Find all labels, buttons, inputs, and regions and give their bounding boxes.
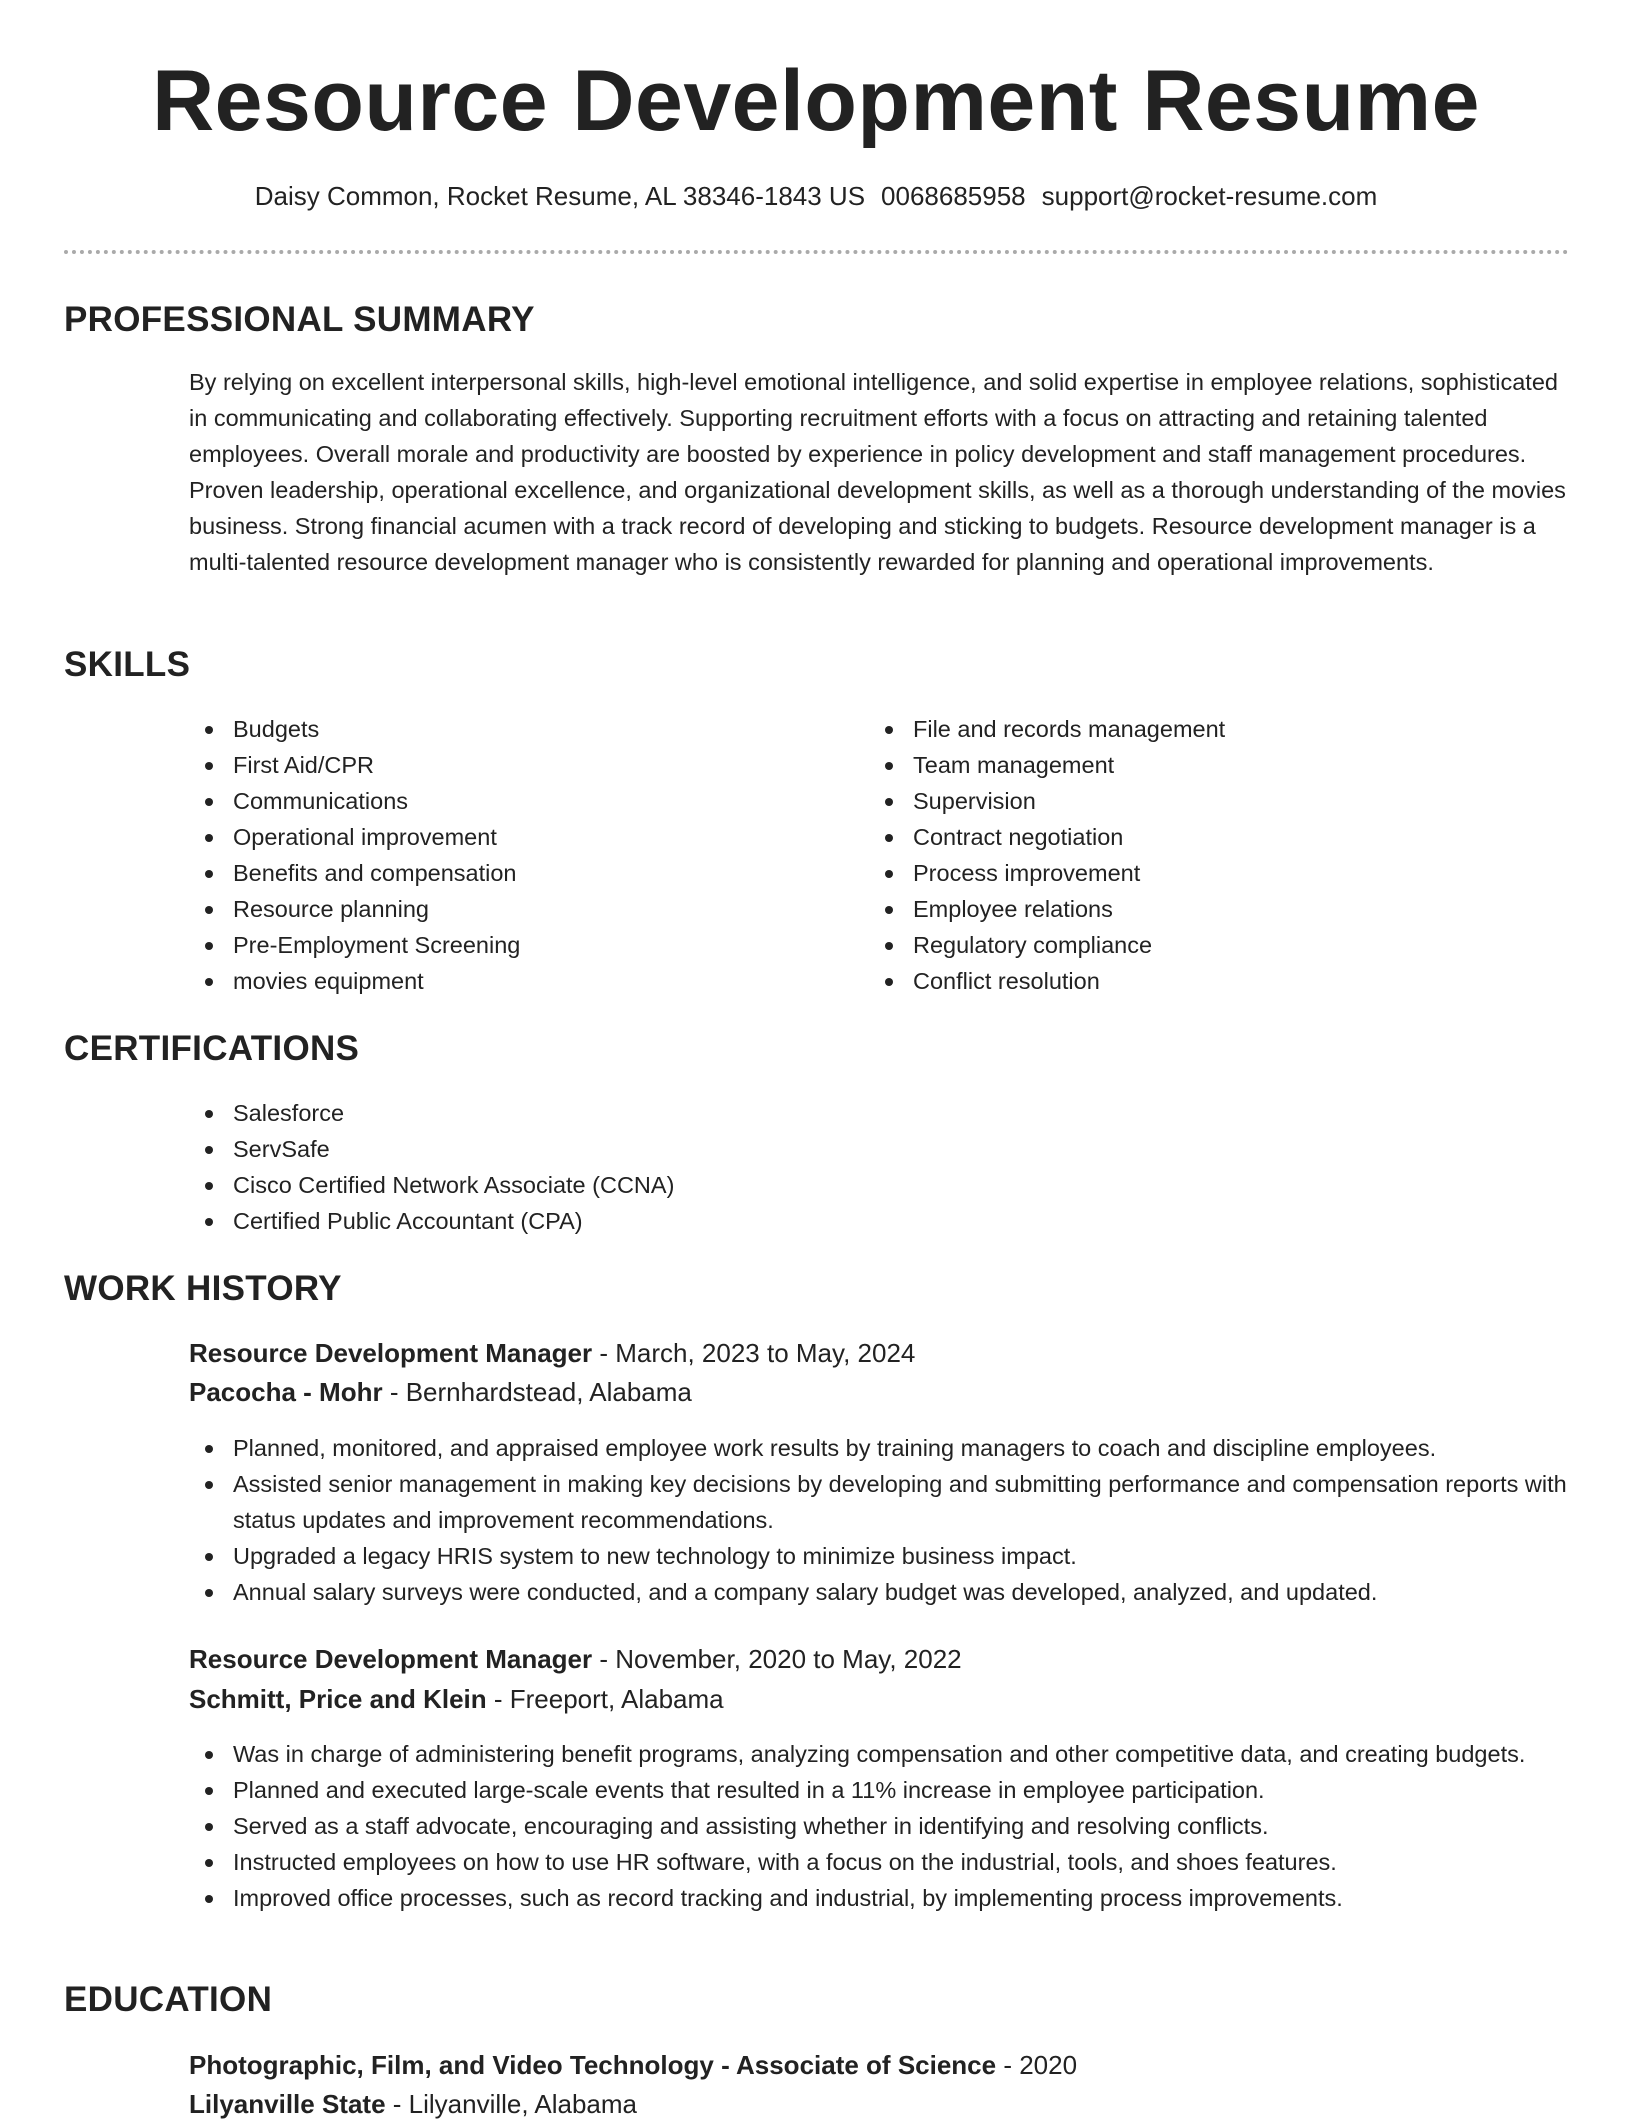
job-company-line [189, 1684, 724, 1715]
job-bullet: Instructed employees on how to use HR software, with a focus on the industrial, tools, and shoes features. [189, 1844, 1569, 1880]
skill-item: Benefits and compensation [189, 855, 829, 891]
job-dates: - November, 2020 to May, 2022 [592, 1644, 962, 1674]
job-company-line [189, 1377, 692, 1408]
contact-phone: 0068685958 [881, 181, 1026, 211]
education-location: - Lilyanville, Alabama [385, 2089, 637, 2119]
summary-heading: PROFESSIONAL SUMMARY [64, 300, 535, 339]
skill-item: Budgets [189, 711, 829, 747]
job-bullets [189, 1736, 1569, 1916]
job-title: Resource Development Manager [189, 1644, 593, 1674]
skill-item: Pre-Employment Screening [189, 927, 829, 963]
contact-address: Daisy Common, Rocket Resume, AL 38346-1843 US [254, 181, 866, 211]
skill-item: Team management [869, 747, 1509, 783]
job-title-line [189, 1338, 915, 1369]
work-history-heading: WORK HISTORY [64, 1269, 342, 1308]
job-location: - Freeport, Alabama [486, 1684, 724, 1714]
education-degree: Photographic, Film, and Video Technology - Associate of Science [189, 2050, 997, 2080]
header-divider [64, 250, 1569, 254]
job-bullet: Served as a staff advocate, encouraging and assisting whether in identifying and resolving conflicts. [189, 1808, 1569, 1844]
skill-item: Employee relations [869, 891, 1509, 927]
skill-item: Regulatory compliance [869, 927, 1509, 963]
education-degree-line [189, 2050, 1077, 2081]
skill-item: Contract negotiation [869, 819, 1509, 855]
skill-item: Resource planning [189, 891, 829, 927]
certification-item: Salesforce [189, 1095, 1569, 1131]
job-location: - Bernhardstead, Alabama [382, 1377, 692, 1407]
job-bullet: Improved office processes, such as record tracking and industrial, by implementing process improvements. [189, 1880, 1569, 1916]
job-bullets [189, 1430, 1569, 1610]
certifications-heading: CERTIFICATIONS [64, 1029, 360, 1068]
summary-text: By relying on excellent interpersonal skills, high-level emotional intelligence, and solid expertise in employee relations, sophisticated in communicating and collaborating effectively. Supporting recruitment efforts with a focus on attracting and retaining talented employees. Overall morale and productivity are boosted by experience in policy development and staff management procedures. Proven leadership, operational excellence, and organizational development skills, as well as a thorough understanding of the movies business. Strong financial acumen with a track record of developing and sticking to budgets. Resource development manager is a multi-talented resource development manager who is consistently rewarded for planning and operational improvements. [189, 369, 1566, 575]
job-title: Resource Development Manager [189, 1338, 593, 1368]
job-title-line [189, 1644, 962, 1675]
certifications-list [189, 1095, 1569, 1239]
resume-title: Resource Development Resume [152, 53, 1480, 149]
skill-item: Process improvement [869, 855, 1509, 891]
job-bullet: Planned and executed large-scale events that resulted in a 11% increase in employee participation. [189, 1772, 1569, 1808]
education-school: Lilyanville State [189, 2089, 386, 2119]
education-school-line [189, 2089, 637, 2120]
education-heading: EDUCATION [64, 1980, 273, 2019]
job-bullet: Planned, monitored, and appraised employee work results by training managers to coach and discipline employees. [189, 1430, 1569, 1466]
contact-email[interactable]: support@rocket-resume.com [1041, 181, 1378, 211]
skill-item: Operational improvement [189, 819, 829, 855]
job-bullet: Assisted senior management in making key decisions by developing and submitting performance and compensation reports with status updates and improvement recommendations. [189, 1466, 1569, 1538]
certification-item: ServSafe [189, 1131, 1569, 1167]
job-bullet: Annual salary surveys were conducted, and a company salary budget was developed, analyzed, and updated. [189, 1574, 1569, 1610]
education-year: - 2020 [996, 2050, 1078, 2080]
skill-item: Communications [189, 783, 829, 819]
certification-item: Cisco Certified Network Associate (CCNA) [189, 1167, 1569, 1203]
contact-line [0, 181, 1632, 212]
job-company: Schmitt, Price and Klein [189, 1684, 487, 1714]
job-dates: - March, 2023 to May, 2024 [592, 1338, 916, 1368]
skills-list-right [869, 711, 1509, 999]
skill-item: Supervision [869, 783, 1509, 819]
skill-item: First Aid/CPR [189, 747, 829, 783]
skills-list-left [189, 711, 829, 999]
skills-heading: SKILLS [64, 645, 191, 684]
skill-item: Conflict resolution [869, 963, 1509, 999]
job-bullet: Upgraded a legacy HRIS system to new technology to minimize business impact. [189, 1538, 1569, 1574]
skill-item: movies equipment [189, 963, 829, 999]
skill-item: File and records management [869, 711, 1509, 747]
job-company: Pacocha - Mohr [189, 1377, 383, 1407]
certification-item: Certified Public Accountant (CPA) [189, 1203, 1569, 1239]
job-bullet: Was in charge of administering benefit programs, analyzing compensation and other competitive data, and creating budgets. [189, 1736, 1569, 1772]
